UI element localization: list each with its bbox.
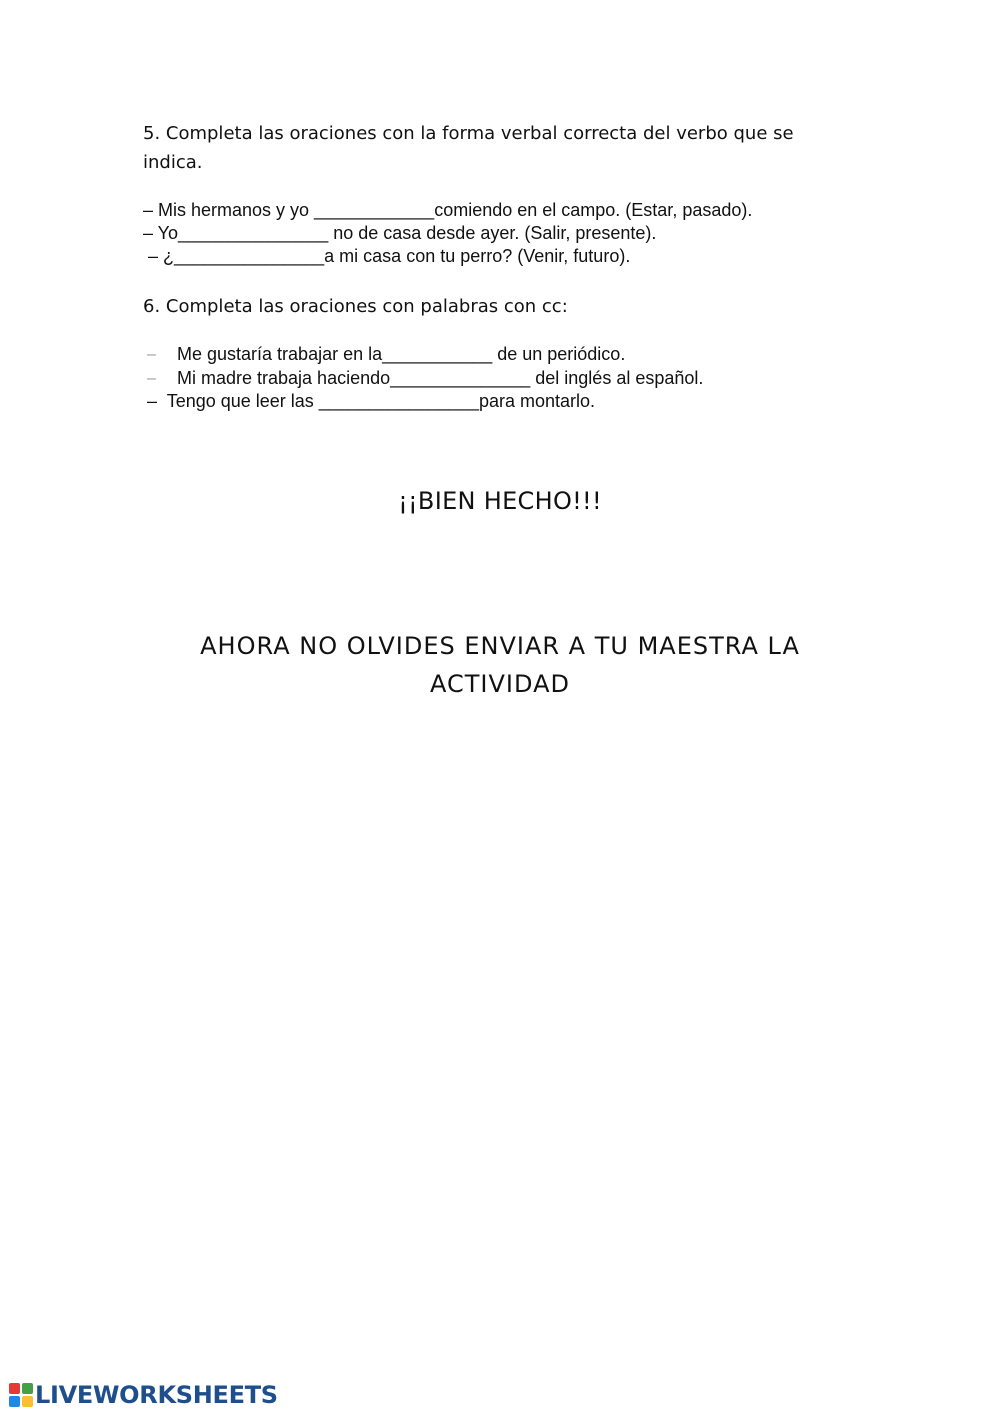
exercise-5-sentence-2: – Yo_______________ no de casa desde ayer. (Salir, presente). — [143, 223, 657, 243]
reminder-line-2: ACTIVIDAD — [430, 670, 570, 698]
liveworksheets-brand-text: LIVEWORKSHEETS — [35, 1381, 278, 1409]
exercise-6-sentence-1: Me gustaría trabajar en la___________ de un periódico. — [177, 344, 626, 364]
exercise-6-sentence-2: Mi madre trabaja haciendo______________ del inglés al español. — [177, 368, 704, 388]
reminder-line-1: AHORA NO OLVIDES ENVIAR A TU MAESTRA LA — [200, 632, 800, 660]
send-activity-reminder — [0, 627, 1000, 703]
exercise-5-sentence-1: – Mis hermanos y yo ____________comiendo en el campo. (Estar, pasado). — [143, 200, 753, 220]
exercise-6-dash-2: – — [147, 370, 156, 387]
exercise-5-heading-line-1: 5. Completa las oraciones con la forma verbal correcta del verbo que se — [143, 123, 794, 144]
liveworksheets-logo — [9, 1381, 278, 1409]
exercise-5-heading — [143, 119, 833, 177]
exercise-6-heading: 6. Completa las oraciones con palabras con cc: — [143, 296, 568, 317]
exercise-6-sentence-3: – Tengo que leer las ________________para montarlo. — [147, 391, 596, 411]
exercise-5-heading-line-2: indica. — [143, 152, 203, 173]
exercise-6-dash-1: – — [147, 346, 156, 363]
liveworksheets-logo-icon — [9, 1383, 33, 1407]
exercise-5-sentence-3: – ¿_______________a mi casa con tu perro? (Venir, futuro). — [143, 246, 631, 266]
well-done-message: ¡¡BIEN HECHO!!! — [398, 487, 602, 515]
